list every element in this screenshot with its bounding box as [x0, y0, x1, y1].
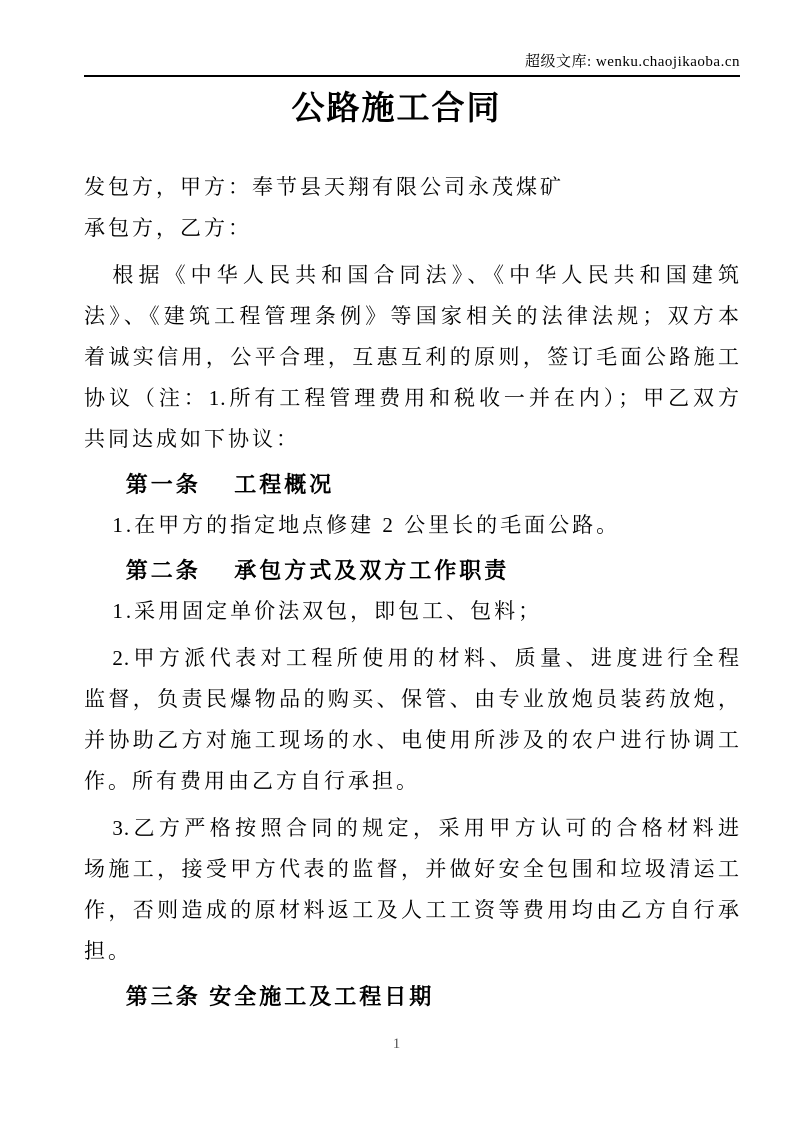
paragraph	[84, 808, 740, 972]
paragraph-line: 着诚实信用，公平合理，互惠互利的原则，签订毛面公路施工	[84, 345, 740, 369]
paragraph-line: 2.甲方派代表对工程所使用的材料、质量、进度进行全程	[112, 646, 740, 670]
paragraph-line: 监督，负责民爆物品的购买、保管、由专业放炮员装药放炮，	[84, 687, 740, 711]
paragraph-line: 法》、《建筑工程管理条例》等国家相关的法律法规；双方本	[84, 304, 740, 328]
section-heading: 第三条 安全施工及工程日期	[125, 984, 435, 1009]
text-line: 1.采用固定单价法双包，即包工、包料；	[112, 599, 543, 623]
page-number: 1	[392, 1036, 401, 1052]
page-header	[84, 0, 740, 77]
paragraph-line: 作。所有费用由乙方自行承担。	[84, 769, 420, 793]
paragraph-line: 协议（注：1.所有工程管理费用和税收一并在内）；甲乙双方	[84, 386, 740, 410]
header-site-label: 超级文库: wenku.chaojikaoba.cn	[524, 54, 740, 70]
paragraph-line: 3.乙方严格按照合同的规定，采用甲方认可的合格材料进	[112, 816, 740, 840]
paragraph	[84, 255, 740, 460]
text-line: 1.在甲方的指定地点修建 2 公里长的毛面公路。	[112, 513, 621, 537]
paragraph-line: 并协助乙方对施工现场的水、电使用所涉及的农户进行协调工	[84, 728, 740, 752]
page-title: 公路施工合同	[291, 91, 502, 127]
text-line: 发包方，甲方：奉节县天翔有限公司永茂煤矿	[84, 175, 564, 199]
paragraph-line: 担。	[84, 939, 132, 963]
section-heading: 第一条 工程概况	[125, 472, 335, 497]
document-body	[84, 167, 740, 1017]
section-heading: 第二条 承包方式及双方工作职责	[125, 558, 510, 583]
paragraph-line: 根据《中华人民共和国合同法》、《中华人民共和国建筑	[112, 263, 740, 287]
paragraph-line: 场施工，接受甲方代表的监督，并做好安全包围和垃圾清运工	[84, 857, 740, 881]
paragraph	[84, 638, 740, 802]
text-line: 承包方，乙方：	[84, 216, 252, 240]
paragraph-line: 作，否则造成的原材料返工及人工工资等费用均由乙方自行承	[84, 898, 740, 922]
paragraph-line: 共同达成如下协议：	[84, 427, 300, 451]
